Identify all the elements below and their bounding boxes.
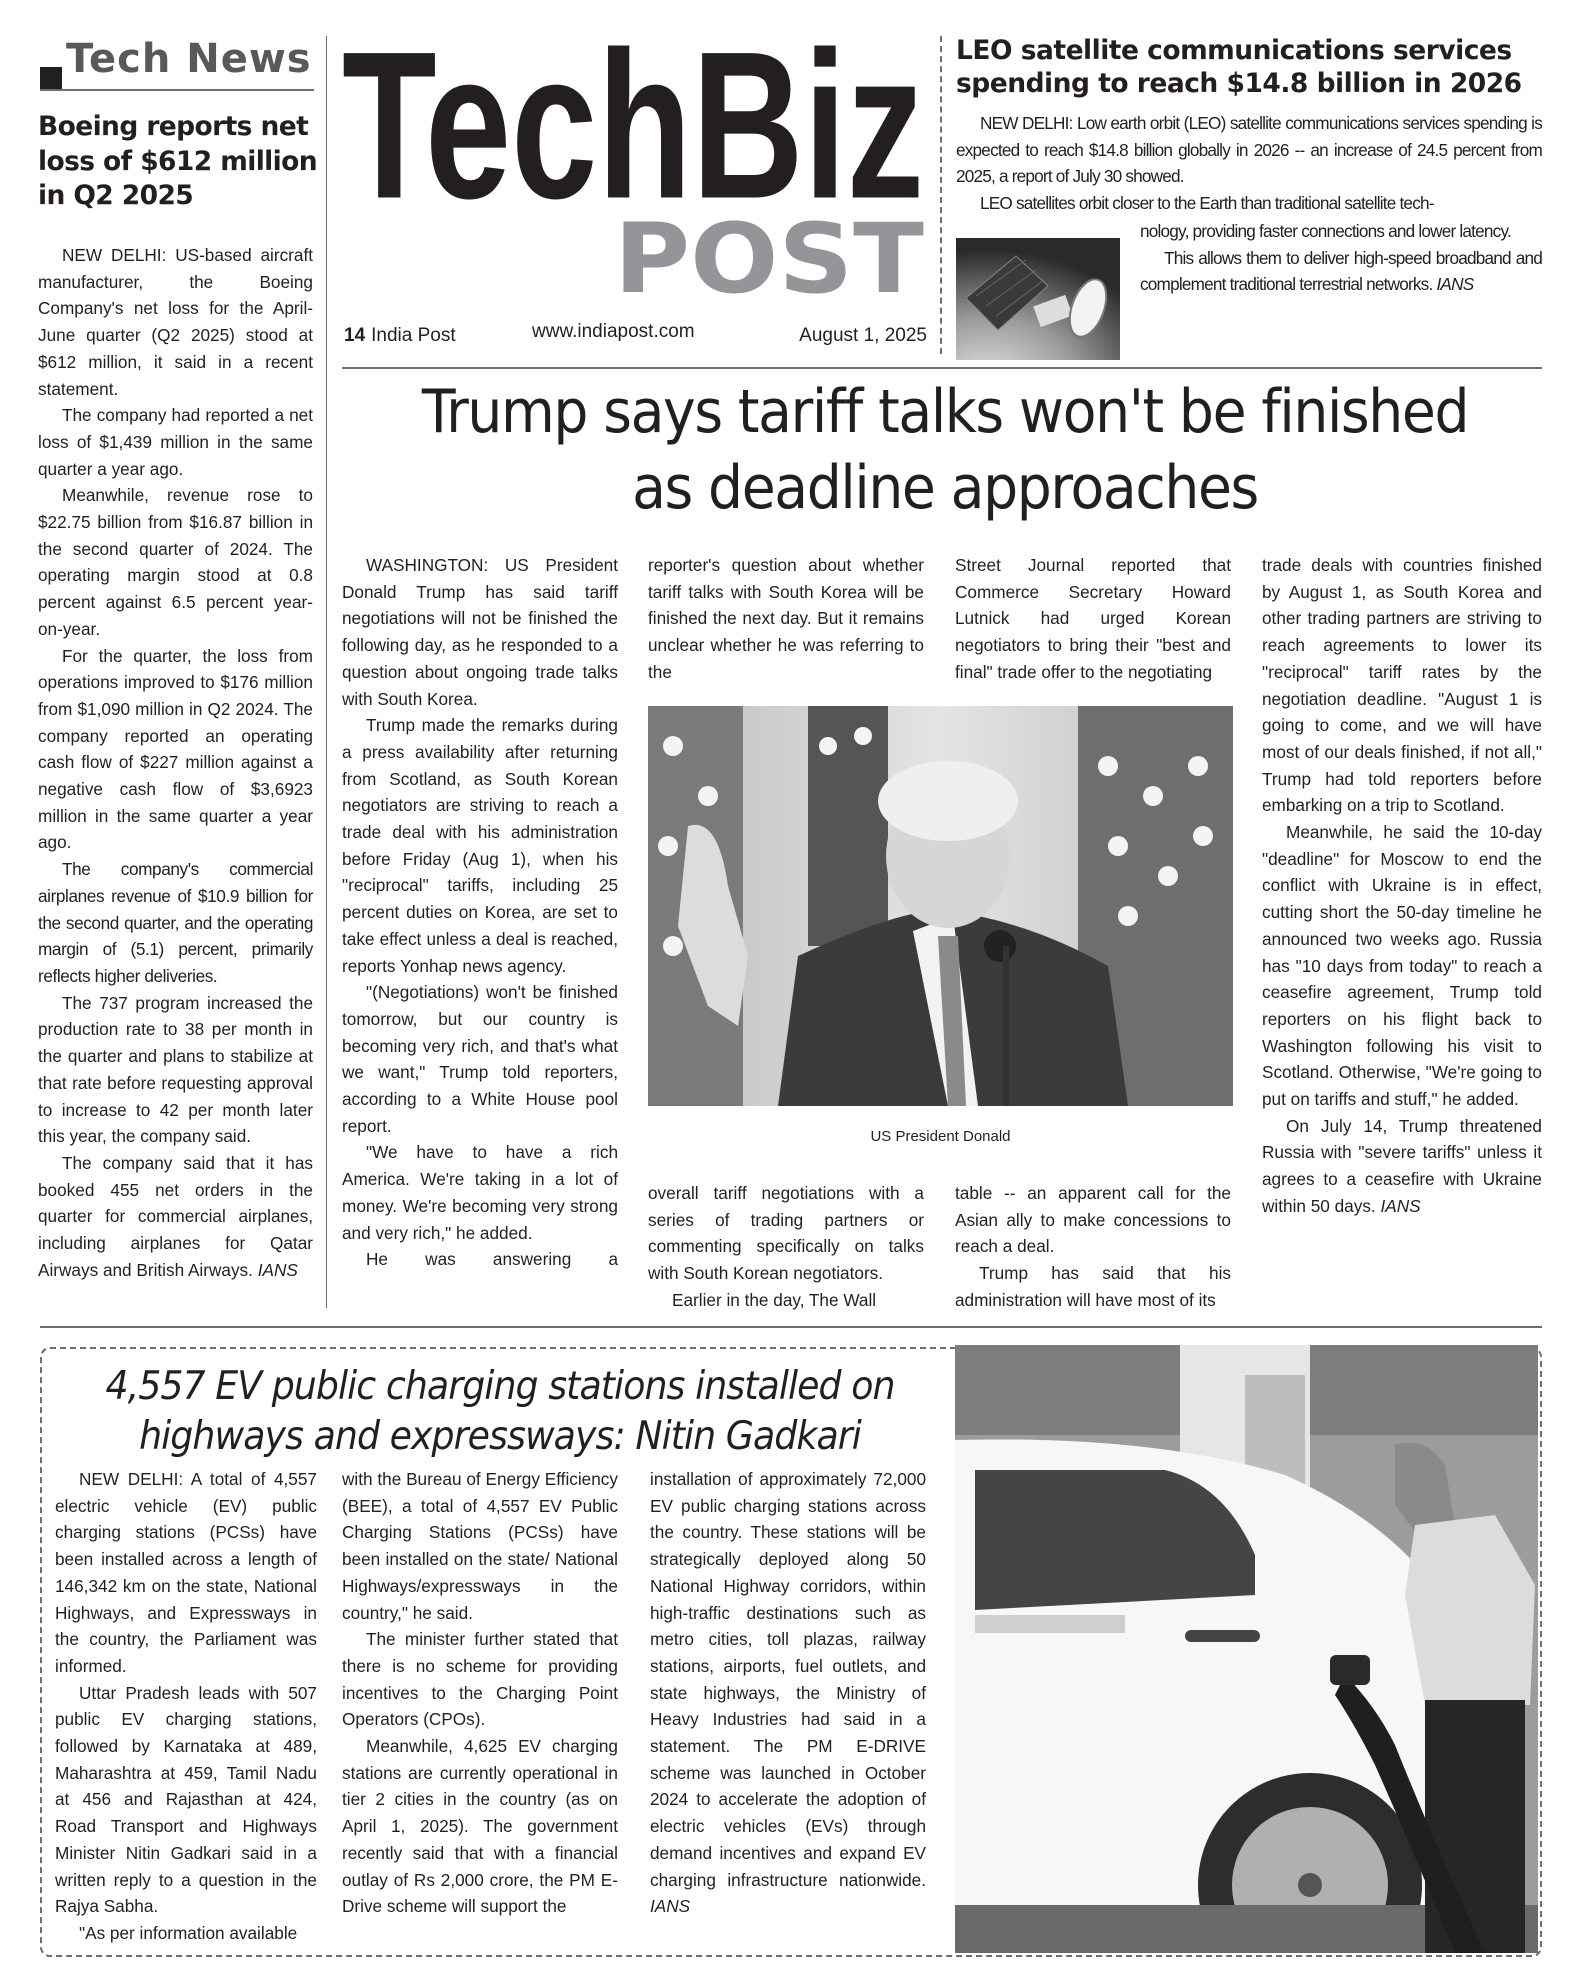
- boeing-paragraph: For the quarter, the loss from operations improved to $176 million from $1,090 million in Q2 2024. The company reported an operating cash flow of $227 million against a negative cash flow of $3,6923 million in the same quarter a year ago.: [38, 645, 313, 853]
- trump-paragraph: overall tariff negotiations with a series of trading partners or commenting specifically on talks with South Korean negotiators.: [648, 1183, 924, 1284]
- ev-credit: IANS: [650, 1896, 691, 1917]
- issue-date: August 1, 2025: [799, 325, 927, 346]
- section-marker-icon: [40, 67, 62, 89]
- ev-charging-photo: [955, 1345, 1538, 1953]
- boeing-paragraph-last: [38, 1150, 313, 1284]
- satellite-photo: [956, 238, 1120, 360]
- trump-paragraph: He was answering a: [366, 1249, 618, 1270]
- leo-headline: LEO satellite communications services spending to reach $14.8 billion in 2026: [956, 35, 1522, 99]
- leo-article-body-top: [956, 110, 1542, 217]
- section-label: [40, 34, 314, 92]
- trump-paragraph: Meanwhile, he said the 10-day "deadline" for Moscow to end the conflict with Ukraine is in effect, cutting short the 50-day timeline he announced two weeks ago. Russia has "10 days from today" to reach a ceasefire agreement, Trump told reporters on his flight back to Washington following his visit to Scotland. Otherwise, "We're going to put on tariffs and stuff," he added.: [1262, 822, 1542, 1110]
- trump-headline-line1: Trump says tariff talks won't be finished: [421, 377, 1469, 447]
- page-info: [344, 325, 456, 347]
- horizontal-rule: [342, 367, 1542, 369]
- satellite-icon: [956, 238, 1120, 360]
- ev-paragraph: "As per information available: [79, 1922, 298, 1943]
- leo-paragraph: LEO satellites orbit closer to the Earth than traditional satellite tech-: [980, 193, 1434, 214]
- boeing-paragraph: The company said that it has booked 455 net orders in the quarter for commercial airplanes, including airplanes for Qatar Airways and British Airways.: [38, 1152, 313, 1280]
- boeing-paragraph: The 737 program increased the production rate to 38 per month in the quarter and plans to stabilize at that rate before requesting approval to increase to 42 per month later this year, the company said.: [38, 992, 313, 1147]
- boeing-paragraph: The company had reported a net loss of $1,439 million in the same quarter a year ago.: [38, 405, 313, 479]
- leo-paragraph: nology, providing faster connections and lower latency.: [1140, 221, 1511, 241]
- masthead-logo: [342, 30, 924, 300]
- leo-paragraph: This allows them to deliver high-speed broadband and complement traditional terrestrial networks.: [1140, 247, 1542, 295]
- ev-paragraph-last: [650, 1466, 926, 1920]
- techbiz-logo: [342, 30, 924, 205]
- ev-paragraph: installation of approximately 72,000 EV public charging stations across the country. These stations will be strategically deployed along 50 National Highway corridors, within high-traffic destinations such as metro cities, toll plazas, railway stations, airports, fuel outlets, and state highways, the Ministry of Heavy Industries had said in a statement. The PM E-DRIVE scheme was launched in October 2024 to accelerate the adoption of electric vehicles (EVs) through demand incentives and expand EV charging infrastructure nationwide.: [650, 1469, 926, 1890]
- trump-headline: [393, 374, 1497, 526]
- boeing-paragraph: Meanwhile, revenue rose to $22.75 billion from $16.87 billion in the second quarter of 2024. The operating margin stood at 0.8 percent against 6.5 percent year-on-year.: [38, 485, 313, 639]
- masthead-subtitle: POST: [614, 218, 924, 300]
- boeing-paragraph: NEW DELHI: US-based aircraft manufacturer, the Boeing Company's net loss for the April-June quarter (Q2 2025) stood at $612 million, it said in a recent statement.: [38, 245, 313, 399]
- masthead-meta: [342, 321, 927, 353]
- trump-paragraph: Street Journal reported that Commerce Secretary Howard Lutnick had urged Korean negotiators to bring their "best and final" trade offer to the negotiating: [955, 555, 1231, 682]
- leo-paragraph: NEW DELHI: Low earth orbit (LEO) satellite communications services spending is expected to reach $14.8 billion globally in 2026 -- an increase of 24.5 percent from 2025, a report of July 30 showed.: [956, 113, 1542, 187]
- trump-column-1: [342, 552, 618, 1273]
- horizontal-rule: [40, 1326, 1542, 1328]
- trump-paragraph: trade deals with countries finished by August 1, as South Korea and other trading partners are striving to reach agreements to lower its "reciprocal" tariff rates by the negotiation deadline. "August 1 is going to come, and we will have most of our deals finished, if not all," Trump had told reporters before embarking on a trip to Scotland.: [1262, 555, 1542, 816]
- trump-column-3-bottom: [955, 1180, 1231, 1314]
- ev-headline-line1: 4,557 EV public charging stations installed on: [105, 1364, 895, 1409]
- boeing-article-body: [38, 242, 313, 1283]
- trump-paragraph: Trump made the remarks during a press availability after returning from Scotland, as South Korean negotiators are striving to reach a trade deal with his administration before Friday (Aug 1), when his "reciprocal" tariffs, including 25 percent duties on Korea, are set to take effect unless a deal is reached, reports Yonhap news agency.: [342, 715, 618, 976]
- trump-headline-line2: as deadline approaches: [632, 453, 1258, 523]
- section-underline: [40, 89, 314, 91]
- leo-article-body-side: [1140, 218, 1542, 298]
- trump-paragraph: "We have to have a rich America. We're taking in a lot of money. We're becoming very strong and very rich," he added.: [342, 1142, 618, 1243]
- ev-headline: [91, 1362, 909, 1462]
- boeing-headline: Boeing reports net loss of $612 million in Q2 2025: [38, 111, 318, 211]
- page-number: 14: [344, 325, 366, 346]
- post-logo: [614, 218, 926, 300]
- ev-column-3: [650, 1466, 926, 1920]
- trump-photo-caption: US President Donald: [870, 1128, 1011, 1145]
- ev-paragraph: Uttar Pradesh leads with 507 public EV charging stations, followed by Karnataka at 489, Maharashtra at 459, Tamil Nadu at 456 and Rajasthan at 424, Road Transport and Highways Minister Nitin Gadkari said in a written reply to a question in the Rajya Sabha.: [55, 1682, 317, 1917]
- ev-paragraph: The minister further stated that there is no scheme for providing incentives to the Charging Point Operators (CPOs).: [342, 1629, 618, 1730]
- ev-paragraph: with the Bureau of Energy Efficiency (BEE), a total of 4,557 EV Public Charging Stations (PCSs) have been installed on the state/ National Highways/expressways in the country," he said.: [342, 1469, 618, 1623]
- trump-photo-image: [648, 706, 1233, 1106]
- trump-paragraph: reporter's question about whether tariff talks with South Korea will be finished the next day. But it remains unclear whether he was referring to the: [648, 555, 924, 682]
- publication-name: India Post: [371, 325, 456, 346]
- trump-paragraph: Trump has said that his administration will have most of its: [955, 1263, 1231, 1310]
- trump-column-4: [1262, 552, 1542, 1220]
- leo-paragraph-last: [1140, 245, 1542, 298]
- trump-credit: IANS: [1380, 1195, 1421, 1216]
- ev-paragraph: NEW DELHI: A total of 4,557 electric vehicle (EV) public charging stations (PCSs) have been installed across a length of 146,342 km on the state, National Highways, and Expressways in the country, the Parliament was informed.: [55, 1469, 317, 1676]
- ev-headline-line2: highways and expressways: Nitin Gadkari: [139, 1414, 861, 1459]
- trump-column-2-bottom: [648, 1180, 924, 1314]
- trump-paragraph: WASHINGTON: US President Donald Trump has said tariff negotiations will not be finished the following day, as he responded to a question about ongoing trade talks with South Korea.: [342, 555, 618, 709]
- trump-paragraph: Earlier in the day, The Wall: [672, 1289, 877, 1310]
- ev-charging-photo-image: [955, 1345, 1538, 1953]
- ev-column-1: [55, 1466, 317, 1947]
- trump-paragraph: "(Negotiations) won't be finished tomorrow, but our country is becoming very rich, and that's what we want," Trump told reporters, according to a White House pool report.: [342, 982, 618, 1136]
- trump-paragraph: table -- an apparent call for the Asian ally to make concessions to reach a deal.: [955, 1183, 1231, 1257]
- column-divider-dashed: [940, 36, 942, 354]
- column-divider: [326, 36, 327, 1308]
- leo-credit: IANS: [1436, 274, 1474, 295]
- masthead-title: TechBiz: [342, 30, 924, 205]
- trump-paragraph: On July 14, Trump threatened Russia with "severe tariffs" unless it agrees to a ceasefire with Ukraine within 50 days.: [1262, 1115, 1542, 1216]
- trump-paragraph-last: [1262, 1113, 1542, 1220]
- ev-paragraph: Meanwhile, 4,625 EV charging stations are currently operational in tier 2 cities in the country (as on April 1, 2025). The government recently said that with a financial outlay of Rs 2,000 crore, the PM E-Drive scheme will support the: [342, 1736, 618, 1917]
- section-label-text: Tech News: [66, 36, 312, 82]
- website-url[interactable]: www.indiapost.com: [532, 321, 695, 342]
- boeing-paragraph: The company's commercial airplanes revenue of $10.9 billion for the second quarter, and the operating margin of (5.1) percent, primarily reflects higher deliveries.: [38, 859, 313, 986]
- trump-column-3: [955, 552, 1231, 686]
- boeing-credit: IANS: [257, 1259, 298, 1280]
- trump-column-2: [648, 552, 924, 686]
- trump-photo: [648, 706, 1233, 1106]
- ev-column-2: [342, 1466, 618, 1920]
